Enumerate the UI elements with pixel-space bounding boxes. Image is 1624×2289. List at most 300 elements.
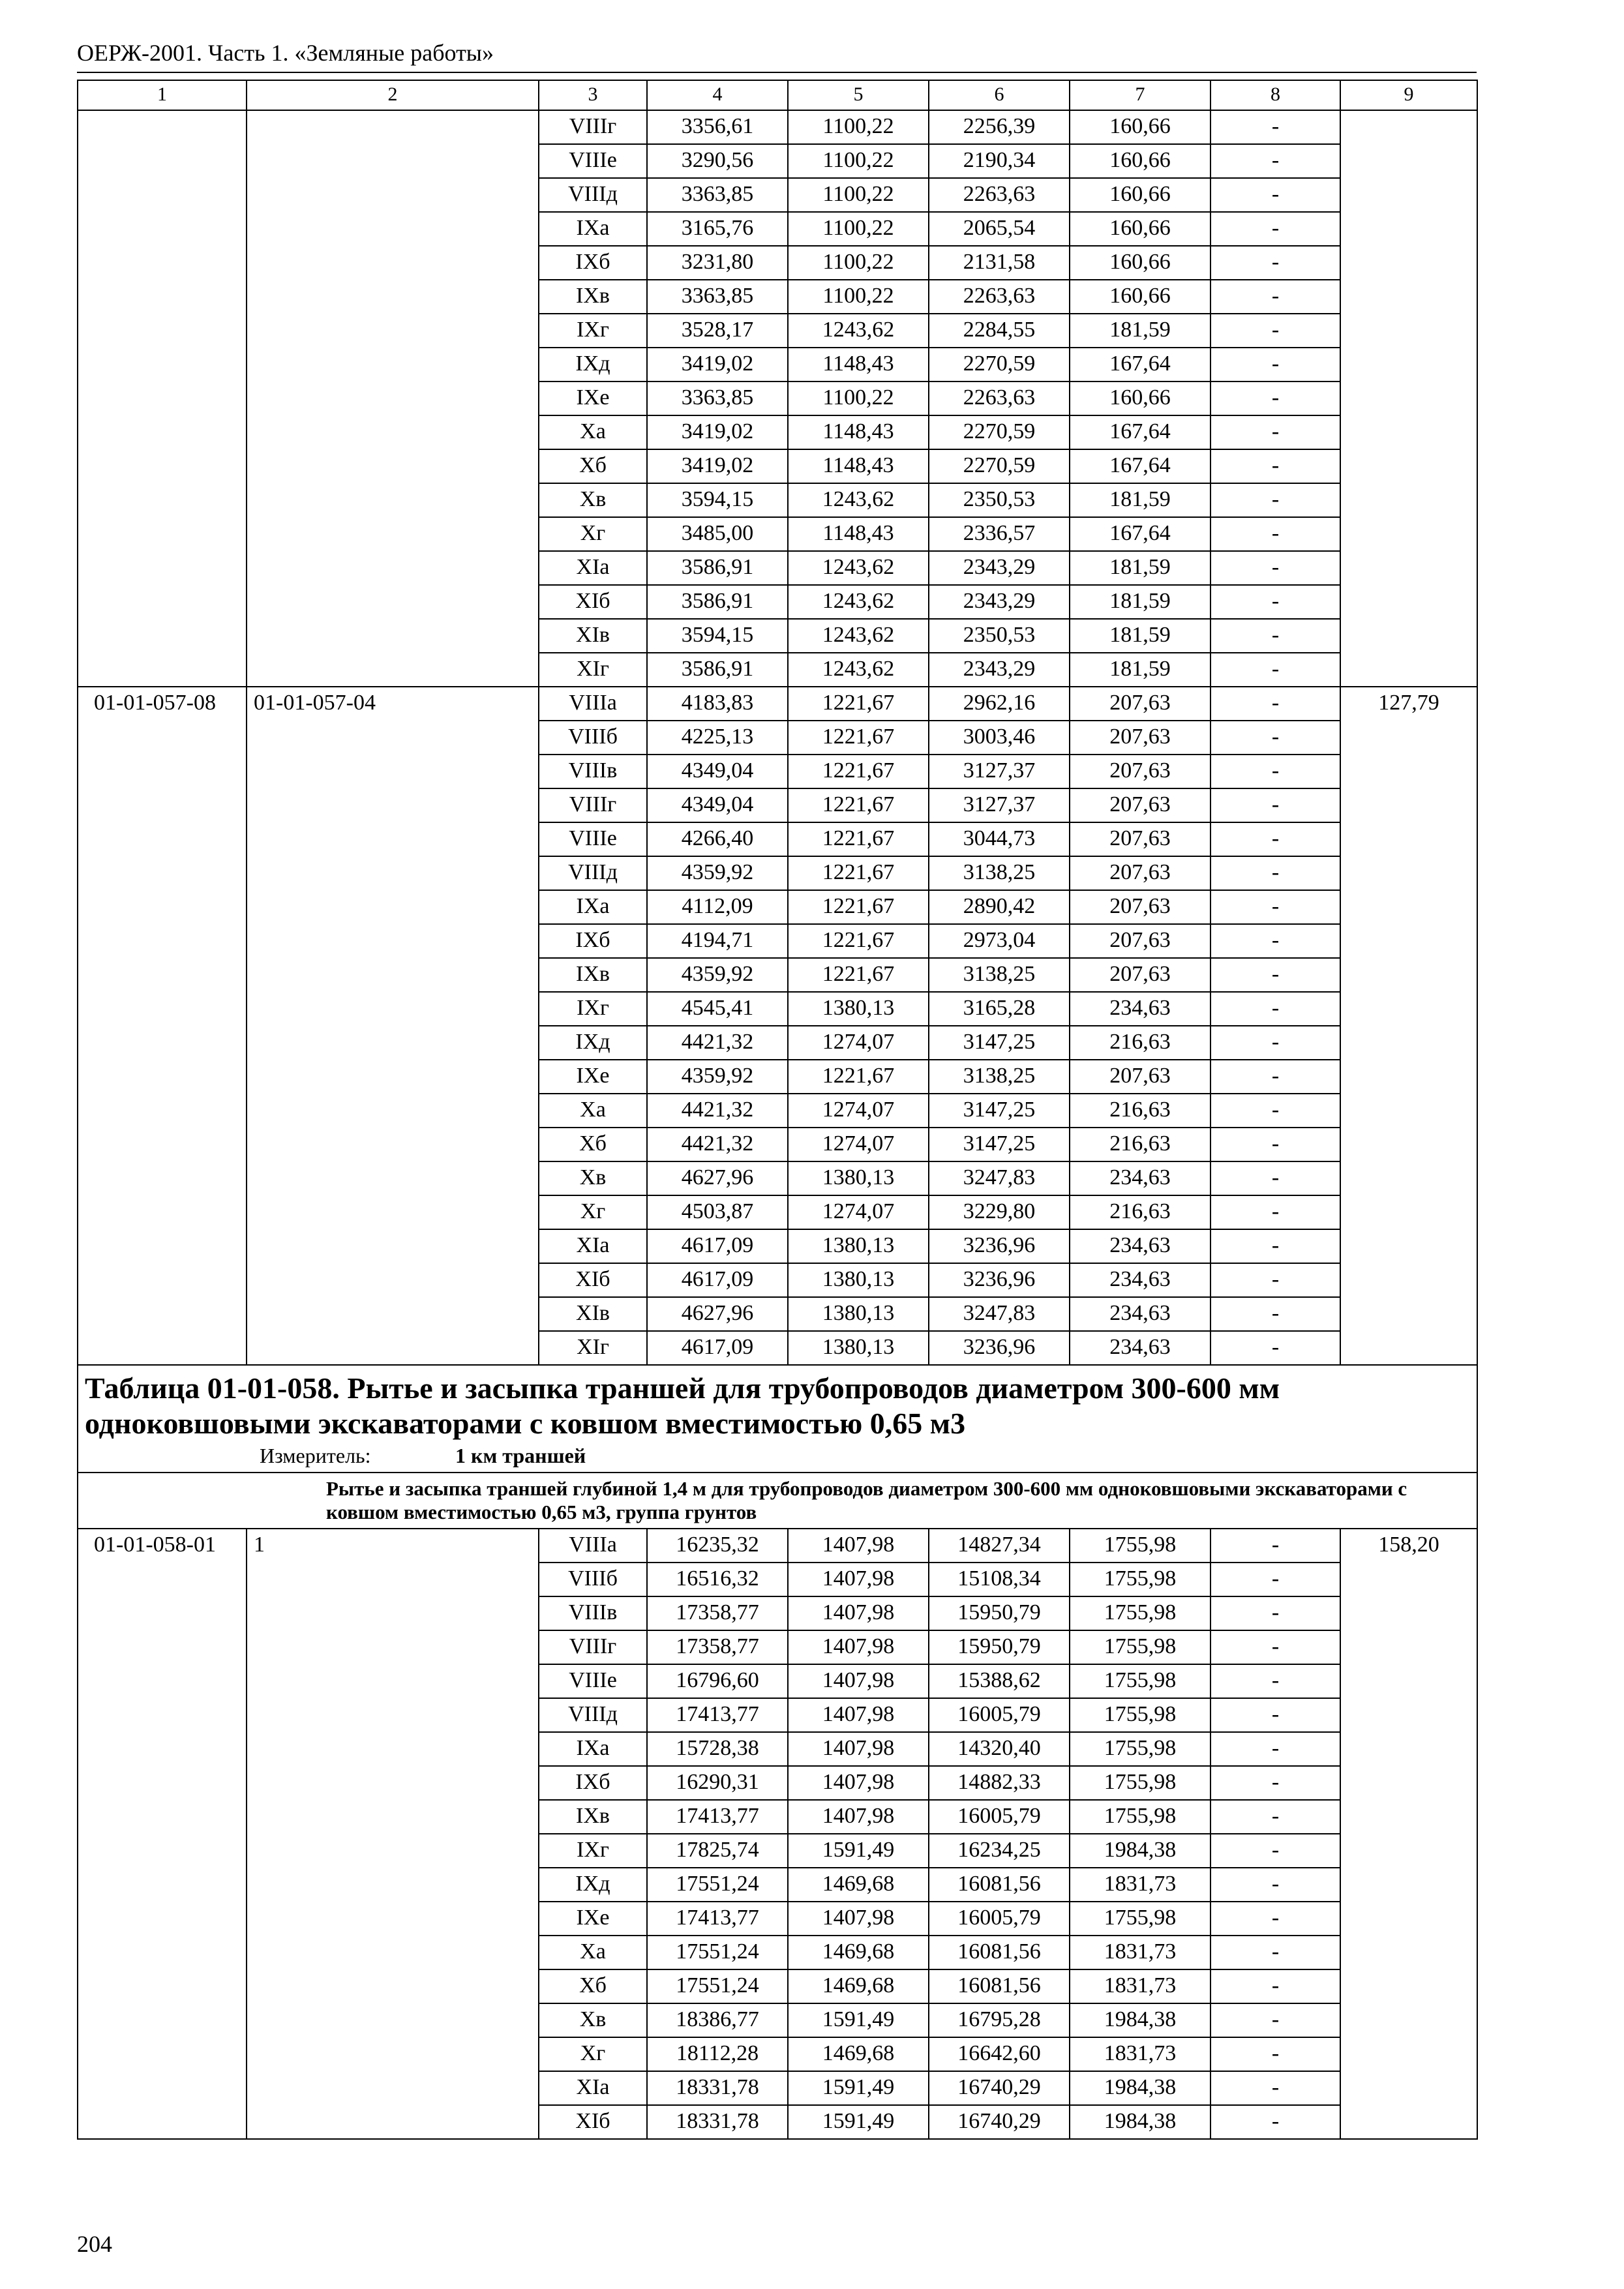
labor-cost: 1148,43	[788, 348, 929, 382]
machine-cost: 16005,79	[929, 1902, 1070, 1936]
operator-wage: 1831,73	[1070, 1969, 1210, 2003]
machine-cost: 2343,29	[929, 653, 1070, 687]
operator-wage: 1831,73	[1070, 1868, 1210, 1902]
total-cost: 15728,38	[647, 1732, 788, 1766]
column-number: 9	[1340, 80, 1477, 110]
labor-cost: 1469,68	[788, 1936, 929, 1969]
operator-wage: 207,63	[1070, 856, 1210, 890]
machine-cost: 16081,56	[929, 1868, 1070, 1902]
materials-cost: -	[1210, 1664, 1340, 1698]
materials-cost: -	[1210, 1331, 1340, 1365]
total-cost: 4617,09	[647, 1331, 788, 1365]
labor-cost: 1221,67	[788, 924, 929, 958]
rates-table	[77, 80, 1478, 2140]
machine-cost: 2336,57	[929, 517, 1070, 551]
soil-group: XIа	[539, 2071, 647, 2105]
operator-wage: 167,64	[1070, 517, 1210, 551]
materials-cost: -	[1210, 619, 1340, 653]
operator-wage: 167,64	[1070, 415, 1210, 449]
soil-group: XIв	[539, 1297, 647, 1331]
operator-wage: 207,63	[1070, 687, 1210, 721]
soil-group: Xб	[539, 1969, 647, 2003]
operator-wage: 1831,73	[1070, 2037, 1210, 2071]
labor-cost: 1274,07	[788, 1094, 929, 1128]
materials-cost: -	[1210, 1161, 1340, 1195]
materials-cost: -	[1210, 483, 1340, 517]
labor-cost: 1380,13	[788, 1263, 929, 1297]
soil-group: XIв	[539, 619, 647, 653]
operator-wage: 181,59	[1070, 619, 1210, 653]
labor-cost: 1407,98	[788, 1529, 929, 1563]
machine-cost: 2284,55	[929, 314, 1070, 348]
soil-group: IXе	[539, 382, 647, 415]
operator-wage: 1755,98	[1070, 1766, 1210, 1800]
labor-cost: 1100,22	[788, 110, 929, 144]
soil-group: VIIIг	[539, 1630, 647, 1664]
machine-cost: 3044,73	[929, 822, 1070, 856]
materials-cost: -	[1210, 1936, 1340, 1969]
total-cost: 4225,13	[647, 721, 788, 755]
machine-cost: 2270,59	[929, 449, 1070, 483]
labor-hours	[1340, 110, 1477, 687]
labor-cost: 1221,67	[788, 721, 929, 755]
operator-wage: 160,66	[1070, 212, 1210, 246]
total-cost: 4627,96	[647, 1297, 788, 1331]
labor-cost: 1380,13	[788, 1297, 929, 1331]
materials-cost: -	[1210, 1094, 1340, 1128]
machine-cost: 3138,25	[929, 856, 1070, 890]
total-cost: 18112,28	[647, 2037, 788, 2071]
labor-cost: 1380,13	[788, 992, 929, 1026]
operator-wage: 1755,98	[1070, 1902, 1210, 1936]
page-number: 204	[77, 2231, 112, 2257]
materials-cost: -	[1210, 1563, 1340, 1596]
materials-cost: -	[1210, 517, 1340, 551]
materials-cost: -	[1210, 246, 1340, 280]
labor-cost: 1591,49	[788, 1834, 929, 1868]
total-cost: 18386,77	[647, 2003, 788, 2037]
soil-group: IXг	[539, 1834, 647, 1868]
labor-cost: 1407,98	[788, 1630, 929, 1664]
soil-group: XIа	[539, 1229, 647, 1263]
table-row	[78, 1529, 1477, 1563]
machine-cost: 2962,16	[929, 687, 1070, 721]
materials-cost: -	[1210, 449, 1340, 483]
total-cost: 4617,09	[647, 1229, 788, 1263]
operator-wage: 207,63	[1070, 788, 1210, 822]
machine-cost: 3147,25	[929, 1094, 1070, 1128]
labor-cost: 1221,67	[788, 958, 929, 992]
labor-cost: 1591,49	[788, 2105, 929, 2139]
materials-cost: -	[1210, 924, 1340, 958]
machine-cost: 2131,58	[929, 246, 1070, 280]
labor-cost: 1243,62	[788, 483, 929, 517]
total-cost: 3419,02	[647, 415, 788, 449]
labor-cost: 1221,67	[788, 890, 929, 924]
labor-cost: 1221,67	[788, 788, 929, 822]
rate-description: 01-01-057-04	[247, 687, 539, 1365]
machine-cost: 2350,53	[929, 619, 1070, 653]
labor-cost: 1100,22	[788, 212, 929, 246]
column-number: 4	[647, 80, 788, 110]
machine-cost: 2065,54	[929, 212, 1070, 246]
operator-wage: 160,66	[1070, 178, 1210, 212]
labor-hours: 127,79	[1340, 687, 1477, 1365]
soil-group: Xа	[539, 415, 647, 449]
soil-group: IXг	[539, 992, 647, 1026]
machine-cost: 3247,83	[929, 1161, 1070, 1195]
soil-group: IXа	[539, 212, 647, 246]
materials-cost: -	[1210, 1195, 1340, 1229]
total-cost: 4503,87	[647, 1195, 788, 1229]
column-number: 3	[539, 80, 647, 110]
total-cost: 16235,32	[647, 1529, 788, 1563]
operator-wage: 1755,98	[1070, 1630, 1210, 1664]
operator-wage: 1755,98	[1070, 1732, 1210, 1766]
operator-wage: 207,63	[1070, 958, 1210, 992]
operator-wage: 1755,98	[1070, 1563, 1210, 1596]
soil-group: VIIIд	[539, 856, 647, 890]
total-cost: 3290,56	[647, 144, 788, 178]
total-cost: 4421,32	[647, 1128, 788, 1161]
total-cost: 3586,91	[647, 585, 788, 619]
table-row	[78, 110, 1477, 144]
operator-wage: 234,63	[1070, 992, 1210, 1026]
machine-cost: 3138,25	[929, 1060, 1070, 1094]
operator-wage: 1755,98	[1070, 1596, 1210, 1630]
total-cost: 4194,71	[647, 924, 788, 958]
labor-cost: 1221,67	[788, 1060, 929, 1094]
machine-cost: 3165,28	[929, 992, 1070, 1026]
labor-cost: 1591,49	[788, 2071, 929, 2105]
machine-cost: 2190,34	[929, 144, 1070, 178]
total-cost: 3586,91	[647, 653, 788, 687]
total-cost: 17358,77	[647, 1596, 788, 1630]
materials-cost: -	[1210, 755, 1340, 788]
labor-cost: 1221,67	[788, 687, 929, 721]
labor-cost: 1380,13	[788, 1229, 929, 1263]
total-cost: 17551,24	[647, 1868, 788, 1902]
total-cost: 3363,85	[647, 382, 788, 415]
machine-cost: 14882,33	[929, 1766, 1070, 1800]
operator-wage: 234,63	[1070, 1297, 1210, 1331]
labor-cost: 1100,22	[788, 382, 929, 415]
materials-cost: -	[1210, 382, 1340, 415]
operator-wage: 1755,98	[1070, 1800, 1210, 1834]
soil-group: Xа	[539, 1094, 647, 1128]
total-cost: 3485,00	[647, 517, 788, 551]
meter-line	[85, 1444, 1470, 1468]
soil-group: IXд	[539, 348, 647, 382]
soil-group: IXд	[539, 1026, 647, 1060]
materials-cost: -	[1210, 1868, 1340, 1902]
machine-cost: 2973,04	[929, 924, 1070, 958]
operator-wage: 216,63	[1070, 1128, 1210, 1161]
machine-cost: 16081,56	[929, 1936, 1070, 1969]
labor-hours: 158,20	[1340, 1529, 1477, 2139]
soil-group: XIа	[539, 551, 647, 585]
labor-cost: 1469,68	[788, 1969, 929, 2003]
soil-group: IXв	[539, 280, 647, 314]
materials-cost: -	[1210, 1630, 1340, 1664]
labor-cost: 1148,43	[788, 449, 929, 483]
total-cost: 17413,77	[647, 1698, 788, 1732]
operator-wage: 1831,73	[1070, 1936, 1210, 1969]
soil-group: VIIIе	[539, 1664, 647, 1698]
machine-cost: 14320,40	[929, 1732, 1070, 1766]
operator-wage: 207,63	[1070, 721, 1210, 755]
total-cost: 4545,41	[647, 992, 788, 1026]
rate-description: 1	[247, 1529, 539, 2139]
machine-cost: 15108,34	[929, 1563, 1070, 1596]
machine-cost: 3247,83	[929, 1297, 1070, 1331]
machine-cost: 16740,29	[929, 2071, 1070, 2105]
soil-group: VIIIб	[539, 1563, 647, 1596]
operator-wage: 216,63	[1070, 1026, 1210, 1060]
operator-wage: 207,63	[1070, 924, 1210, 958]
soil-group: VIIIб	[539, 721, 647, 755]
labor-cost: 1407,98	[788, 1766, 929, 1800]
header-rule	[77, 72, 1477, 73]
machine-cost: 16642,60	[929, 2037, 1070, 2071]
total-cost: 16796,60	[647, 1664, 788, 1698]
materials-cost: -	[1210, 822, 1340, 856]
labor-cost: 1243,62	[788, 653, 929, 687]
total-cost: 4627,96	[647, 1161, 788, 1195]
machine-cost: 16005,79	[929, 1800, 1070, 1834]
total-cost: 17551,24	[647, 1969, 788, 2003]
labor-cost: 1148,43	[788, 415, 929, 449]
soil-group: IXб	[539, 1766, 647, 1800]
rate-code: 01-01-058-01	[78, 1529, 247, 2139]
operator-wage: 1984,38	[1070, 2003, 1210, 2037]
meter-value: 1 км траншей	[455, 1444, 586, 1467]
operator-wage: 234,63	[1070, 1263, 1210, 1297]
materials-cost: -	[1210, 958, 1340, 992]
total-cost: 17551,24	[647, 1936, 788, 1969]
materials-cost: -	[1210, 1698, 1340, 1732]
operator-wage: 160,66	[1070, 144, 1210, 178]
materials-cost: -	[1210, 1834, 1340, 1868]
total-cost: 4617,09	[647, 1263, 788, 1297]
machine-cost: 3147,25	[929, 1026, 1070, 1060]
machine-cost: 3236,96	[929, 1331, 1070, 1365]
labor-cost: 1100,22	[788, 280, 929, 314]
column-number: 1	[78, 80, 247, 110]
materials-cost: -	[1210, 653, 1340, 687]
total-cost: 17825,74	[647, 1834, 788, 1868]
operator-wage: 181,59	[1070, 585, 1210, 619]
labor-cost: 1243,62	[788, 314, 929, 348]
machine-cost: 16081,56	[929, 1969, 1070, 2003]
operator-wage: 216,63	[1070, 1094, 1210, 1128]
materials-cost: -	[1210, 1596, 1340, 1630]
operator-wage: 167,64	[1070, 449, 1210, 483]
operator-wage: 1984,38	[1070, 2071, 1210, 2105]
soil-group: VIIIг	[539, 110, 647, 144]
labor-cost: 1591,49	[788, 2003, 929, 2037]
labor-cost: 1407,98	[788, 1698, 929, 1732]
machine-cost: 16740,29	[929, 2105, 1070, 2139]
total-cost: 3363,85	[647, 280, 788, 314]
soil-group: Xб	[539, 449, 647, 483]
soil-group: IXд	[539, 1868, 647, 1902]
materials-cost: -	[1210, 314, 1340, 348]
total-cost: 3594,15	[647, 483, 788, 517]
labor-cost: 1100,22	[788, 178, 929, 212]
machine-cost: 2890,42	[929, 890, 1070, 924]
soil-group: Xв	[539, 2003, 647, 2037]
column-number: 2	[247, 80, 539, 110]
soil-group: VIIIд	[539, 178, 647, 212]
labor-cost: 1148,43	[788, 517, 929, 551]
materials-cost: -	[1210, 2037, 1340, 2071]
operator-wage: 207,63	[1070, 822, 1210, 856]
labor-cost: 1243,62	[788, 585, 929, 619]
materials-cost: -	[1210, 144, 1340, 178]
soil-group: XIг	[539, 653, 647, 687]
machine-cost: 2270,59	[929, 415, 1070, 449]
materials-cost: -	[1210, 110, 1340, 144]
operator-wage: 1755,98	[1070, 1529, 1210, 1563]
labor-cost: 1100,22	[788, 246, 929, 280]
soil-group: XIб	[539, 2105, 647, 2139]
total-cost: 3165,76	[647, 212, 788, 246]
total-cost: 3528,17	[647, 314, 788, 348]
soil-group: Xа	[539, 1936, 647, 1969]
total-cost: 17413,77	[647, 1902, 788, 1936]
operator-wage: 207,63	[1070, 890, 1210, 924]
soil-group: VIIIв	[539, 1596, 647, 1630]
total-cost: 16516,32	[647, 1563, 788, 1596]
machine-cost: 2263,63	[929, 178, 1070, 212]
operator-wage: 207,63	[1070, 755, 1210, 788]
total-cost: 3363,85	[647, 178, 788, 212]
labor-cost: 1274,07	[788, 1026, 929, 1060]
machine-cost: 2350,53	[929, 483, 1070, 517]
soil-group: VIIIе	[539, 144, 647, 178]
soil-group: VIIIв	[539, 755, 647, 788]
soil-group: Xв	[539, 483, 647, 517]
machine-cost: 15950,79	[929, 1630, 1070, 1664]
soil-group: VIIIд	[539, 1698, 647, 1732]
soil-group: IXа	[539, 890, 647, 924]
machine-cost: 14827,34	[929, 1529, 1070, 1563]
materials-cost: -	[1210, 1297, 1340, 1331]
operator-wage: 160,66	[1070, 110, 1210, 144]
machine-cost: 2263,63	[929, 280, 1070, 314]
total-cost: 4183,83	[647, 687, 788, 721]
total-cost: 3586,91	[647, 551, 788, 585]
total-cost: 3594,15	[647, 619, 788, 653]
table-title-cell	[78, 1365, 1477, 1473]
materials-cost: -	[1210, 348, 1340, 382]
machine-cost: 2256,39	[929, 110, 1070, 144]
materials-cost: -	[1210, 992, 1340, 1026]
total-cost: 3419,02	[647, 348, 788, 382]
operator-wage: 181,59	[1070, 483, 1210, 517]
operator-wage: 160,66	[1070, 246, 1210, 280]
soil-group: XIг	[539, 1331, 647, 1365]
column-number: 8	[1210, 80, 1340, 110]
soil-group: IXа	[539, 1732, 647, 1766]
soil-group: XIб	[539, 1263, 647, 1297]
column-number: 5	[788, 80, 929, 110]
materials-cost: -	[1210, 2105, 1340, 2139]
soil-group: IXб	[539, 246, 647, 280]
machine-cost: 3236,96	[929, 1229, 1070, 1263]
soil-group: VIIIа	[539, 687, 647, 721]
table-title: Таблица 01-01-058. Рытье и засыпка траншей для трубопроводов диаметром 300-600 мм одноковшовыми экскаваторами с ковшом вместимостью 0,65 м3	[85, 1371, 1280, 1440]
machine-cost: 2343,29	[929, 551, 1070, 585]
labor-cost: 1274,07	[788, 1195, 929, 1229]
machine-cost: 15950,79	[929, 1596, 1070, 1630]
rate-description	[247, 110, 539, 687]
materials-cost: -	[1210, 178, 1340, 212]
total-cost: 4359,92	[647, 856, 788, 890]
soil-group: Xб	[539, 1128, 647, 1161]
labor-cost: 1274,07	[788, 1128, 929, 1161]
soil-group: Xг	[539, 517, 647, 551]
column-number-row	[78, 80, 1477, 110]
materials-cost: -	[1210, 2071, 1340, 2105]
machine-cost: 16234,25	[929, 1834, 1070, 1868]
subtitle: Рытье и засыпка траншей глубиной 1,4 м для трубопроводов диаметром 300-600 мм одноковшовыми экскаваторами с ковшом вместимостью 0,65 м3, группа грунтов	[78, 1473, 1477, 1529]
table-row	[78, 687, 1477, 721]
soil-group: VIIIе	[539, 822, 647, 856]
machine-cost: 16005,79	[929, 1698, 1070, 1732]
operator-wage: 167,64	[1070, 348, 1210, 382]
labor-cost: 1469,68	[788, 2037, 929, 2071]
machine-cost: 3147,25	[929, 1128, 1070, 1161]
operator-wage: 181,59	[1070, 551, 1210, 585]
soil-group: IXг	[539, 314, 647, 348]
table-title-row	[78, 1365, 1477, 1473]
soil-group: IXв	[539, 958, 647, 992]
operator-wage: 234,63	[1070, 1229, 1210, 1263]
materials-cost: -	[1210, 415, 1340, 449]
soil-group: Xг	[539, 2037, 647, 2071]
total-cost: 17413,77	[647, 1800, 788, 1834]
machine-cost: 2263,63	[929, 382, 1070, 415]
labor-cost: 1407,98	[788, 1664, 929, 1698]
machine-cost: 15388,62	[929, 1664, 1070, 1698]
total-cost: 3231,80	[647, 246, 788, 280]
total-cost: 18331,78	[647, 2071, 788, 2105]
column-number: 7	[1070, 80, 1210, 110]
rate-code	[78, 110, 247, 687]
total-cost: 17358,77	[647, 1630, 788, 1664]
operator-wage: 1984,38	[1070, 1834, 1210, 1868]
materials-cost: -	[1210, 890, 1340, 924]
machine-cost: 16795,28	[929, 2003, 1070, 2037]
total-cost: 4349,04	[647, 788, 788, 822]
total-cost: 3356,61	[647, 110, 788, 144]
labor-cost: 1407,98	[788, 1732, 929, 1766]
materials-cost: -	[1210, 1800, 1340, 1834]
total-cost: 4349,04	[647, 755, 788, 788]
total-cost: 4359,92	[647, 958, 788, 992]
total-cost: 16290,31	[647, 1766, 788, 1800]
labor-cost: 1221,67	[788, 856, 929, 890]
materials-cost: -	[1210, 1529, 1340, 1563]
operator-wage: 181,59	[1070, 314, 1210, 348]
total-cost: 4421,32	[647, 1094, 788, 1128]
operator-wage: 216,63	[1070, 1195, 1210, 1229]
materials-cost: -	[1210, 212, 1340, 246]
materials-cost: -	[1210, 856, 1340, 890]
labor-cost: 1407,98	[788, 1563, 929, 1596]
